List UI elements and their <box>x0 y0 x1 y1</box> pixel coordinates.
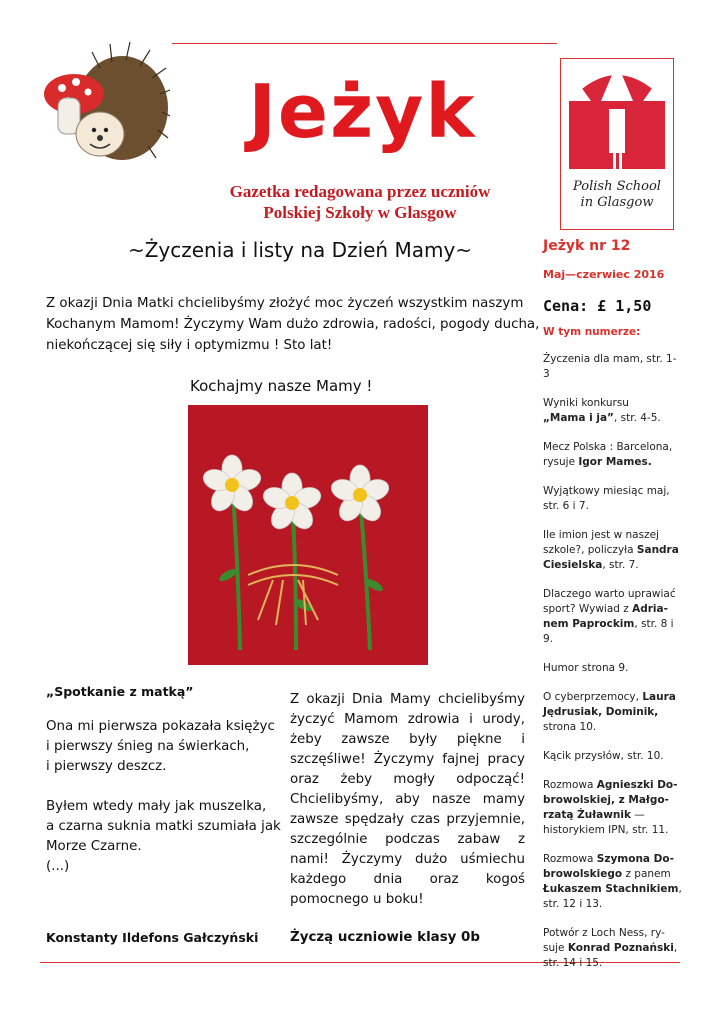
toc-item-text: strona 10. <box>543 721 597 733</box>
newspaper-title: Jeżyk <box>248 69 477 155</box>
wishes-signature: Życzą uczniowie klasy 0b <box>290 930 480 945</box>
issue-date: Maj—czerwiec 2016 <box>543 268 665 281</box>
toc-item-text: Potwór z Loch Ness, ry- suje <box>543 927 665 954</box>
article-headline: ~Życzenia i listy na Dzień Mamy~ <box>127 238 473 262</box>
toc-item-text: Wyjątkowy miesiąc maj, str. 6 i 7. <box>543 485 670 512</box>
issue-price: Cena: £ 1,50 <box>543 297 652 315</box>
toc-item-bold: „Mama i ja” <box>543 412 614 424</box>
toc-item-text: O cyberprzemocy, <box>543 691 643 703</box>
poem-stanza: Byłem wtedy mały jak muszelka, a czarna suknia matki szumiała jak Morze Czarne. (...) <box>46 799 281 874</box>
toc-item <box>543 661 683 676</box>
toc-item-bold: Łukaszem Stachnikiem <box>543 883 679 895</box>
toc-item <box>543 926 683 971</box>
toc-item <box>543 440 683 470</box>
toc-item-bold: Igor Mames. <box>578 456 652 468</box>
issue-number: Jeżyk nr 12 <box>543 238 631 254</box>
wishes-text <box>290 690 525 910</box>
toc-item <box>543 749 683 764</box>
polish-school-logo <box>560 58 674 230</box>
toc-item <box>543 778 683 838</box>
love-line: Kochajmy nasze Mamy ! <box>190 377 373 395</box>
toc-item-text: Rozmowa <box>543 853 597 865</box>
toc-item-text: — historykiem IPN, str. 11. <box>543 809 669 836</box>
toc-item-text: Życzenia dla mam, str. 1-3 <box>543 353 677 380</box>
toc-item-bold: Adria- nem Paprockim <box>543 603 668 630</box>
newspaper-subtitle <box>100 181 620 223</box>
flower-card-image <box>188 405 428 665</box>
top-rule <box>172 43 557 44</box>
toc-item-text: , str. 8 i 9. <box>543 618 674 645</box>
toc-item-text: Rozmowa <box>543 779 597 791</box>
poem-title: „Spotkanie z matką” <box>46 684 194 699</box>
toc-item <box>543 352 683 382</box>
poem-text <box>46 717 286 897</box>
toc-item-text: z panem <box>625 868 671 880</box>
in-this-issue-heading: W tym numerze: <box>543 326 641 338</box>
toc-item-text: , str. 4-5. <box>613 412 661 424</box>
toc-item <box>543 690 683 735</box>
toc-item <box>543 528 683 573</box>
toc-item-text: , str. 12 i 13. <box>543 883 682 910</box>
toc-item-text: Wyniki konkursu <box>543 397 629 409</box>
toc-item-text: Mecz Polska : Barcelona, rysuje <box>543 441 673 468</box>
toc-item <box>543 396 683 426</box>
school-name-line: Polish School <box>573 179 661 194</box>
wishes-paragraph: Z okazji Dnia Mamy chcielibyśmy życzyć Mamom zdrowia i urody, żeby zawsze były piękne i szczęśliwe! Życzymy fajnej pracy oraz żeby mogły odpocząć! Chcielibyśmy, aby nasze mamy zawsze spędzały czas przyjemnie, szczególnie podczas zabaw z nami! Życzymy dużo uśmiechu każdego dnia oraz kogoś pomocnego u boku! <box>290 692 525 907</box>
toc-item <box>543 587 683 647</box>
toc-item-text: Kącik przysłów, str. 10. <box>543 750 664 762</box>
intro-line: Kochanym Mamom! Życzymy Wam dużo zdrowia, radości, pogody ducha, <box>46 317 540 332</box>
poem-stanza: Ona mi pierwsza pokazała księżyc i pierwszy śnieg na świerkach, i pierwszy deszcz. <box>46 719 275 774</box>
intro-line: Z okazji Dnia Matki chcielibyśmy złożyć moc życzeń wszystkim naszym <box>46 296 524 311</box>
poem-author: Konstanty Ildefons Gałczyński <box>46 930 259 945</box>
toc-item <box>543 852 683 882</box>
toc-item-bold: Laura Jędrusiak, Dominik, <box>543 691 676 718</box>
umbrella-icon <box>561 59 673 177</box>
flowers-icon <box>188 405 428 665</box>
school-name-line: in Glasgow <box>580 195 654 210</box>
table-of-contents <box>543 352 683 985</box>
toc-item-bold: Sandra Ciesielska <box>543 544 679 571</box>
toc-item-bold: Szymona Do- browolskiego <box>543 853 674 880</box>
toc-item-text: Dlaczego warto uprawiać sport? Wywiad z <box>543 588 676 615</box>
toc-item-bold: Konrad Poznański <box>567 942 674 954</box>
toc-item-text: Ile imion jest w naszej szkole?, policzyła <box>543 529 659 556</box>
intro-line: niekończącej się siły i optymizmu ! Sto lat! <box>46 338 333 353</box>
intro-text <box>46 293 540 356</box>
subtitle-line: Polskiej Szkoły w Glasgow <box>263 203 457 222</box>
toc-item <box>543 882 683 912</box>
toc-item-text: , str. 14 i 15. <box>543 942 678 969</box>
toc-item-text: , str. 7. <box>602 559 639 571</box>
toc-item-text: Humor strona 9. <box>543 662 629 674</box>
school-name <box>561 179 673 211</box>
toc-item <box>543 484 683 514</box>
subtitle-line: Gazetka redagowana przez uczniów <box>229 182 491 201</box>
toc-item-bold: Agnieszki Do- browolskiej, z Małgo- rzatą Żuławnik <box>543 779 678 821</box>
